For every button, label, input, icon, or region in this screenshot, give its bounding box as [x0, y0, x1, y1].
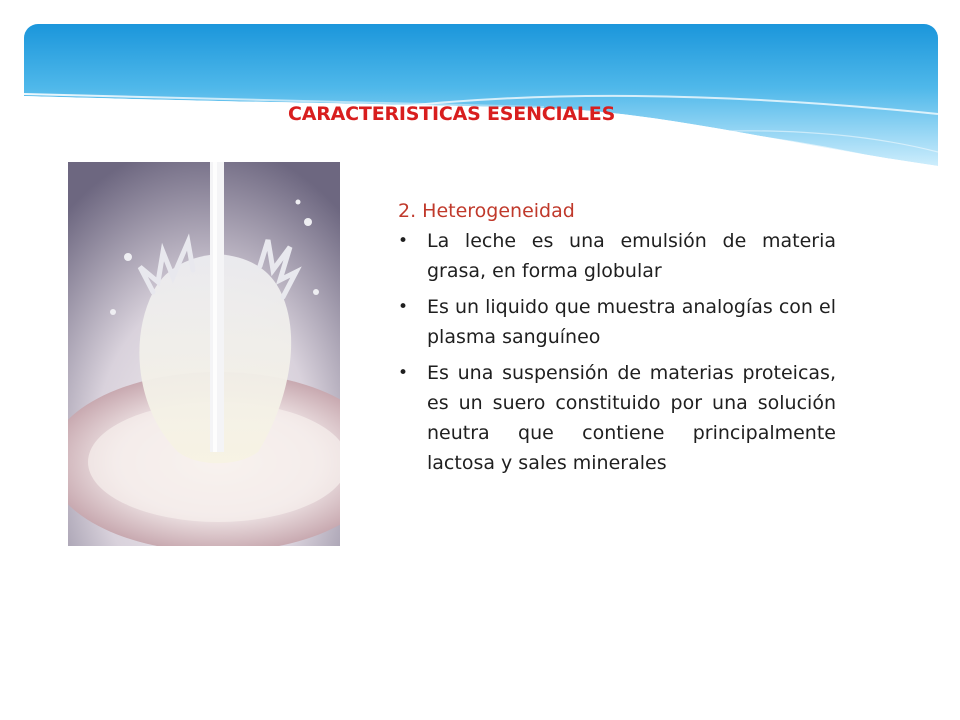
- bullet-text: Es una suspensión de materias proteicas, es un suero constituido por una solución neutra que contiene principalmente lactosa y sales minerales: [427, 362, 836, 474]
- header-wave-graphic: [24, 24, 938, 166]
- header-band: [24, 24, 938, 166]
- bullet-item: [398, 226, 836, 286]
- bullet-text: La leche es una emulsión de materia grasa, en forma globular: [427, 230, 836, 282]
- bullet-marker: •: [398, 297, 409, 317]
- bullet-marker: •: [398, 363, 409, 383]
- bullet-text: Es un liquido que muestra analogías con el plasma sanguíneo: [427, 296, 836, 348]
- slide-title: CARACTERISTICAS ESENCIALES: [288, 103, 616, 125]
- milk-splash-photo: [68, 162, 340, 546]
- bullet-list: [398, 226, 836, 478]
- bullet-item: [398, 358, 836, 478]
- section-subtitle: 2. Heterogeneidad: [398, 200, 575, 222]
- bullet-item: [398, 292, 836, 352]
- bullet-marker: •: [398, 231, 409, 251]
- content-block: [398, 196, 836, 484]
